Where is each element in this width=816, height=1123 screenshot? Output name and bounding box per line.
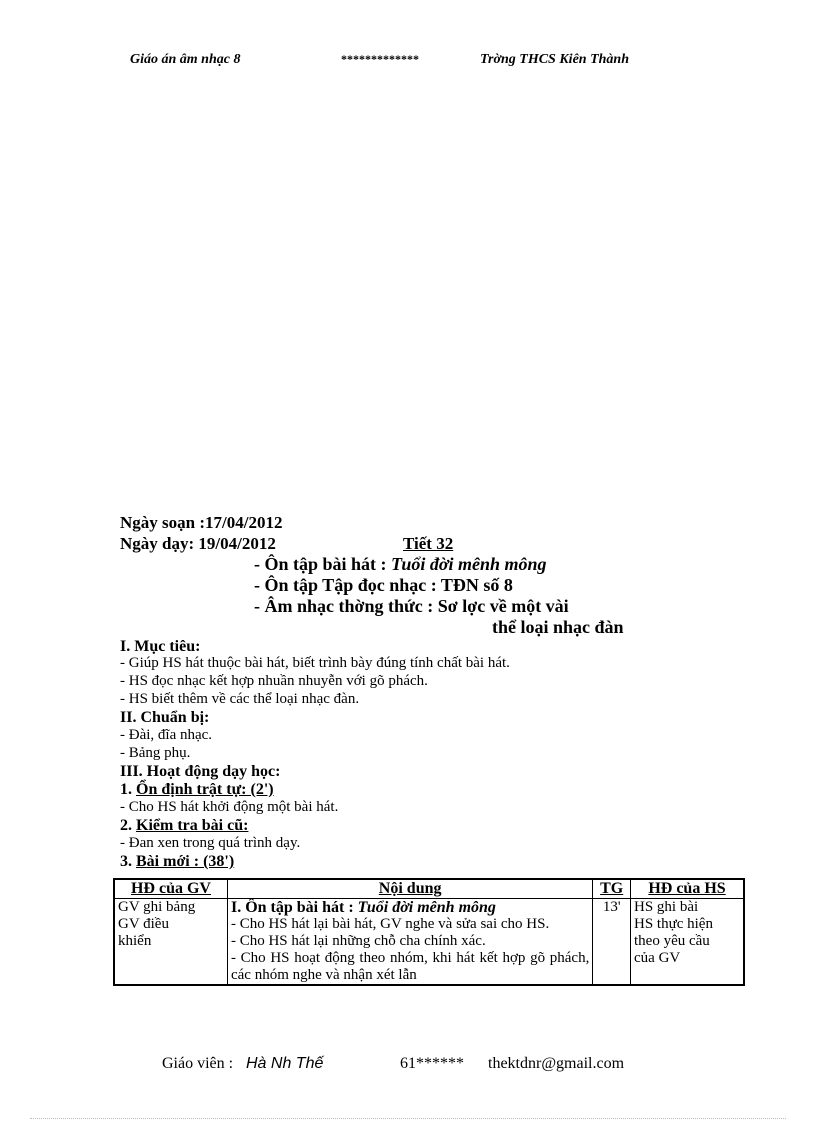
content-heading-label: I. Ôn tập bài hát : (230, 899, 358, 916)
lesson-item-3-cont: thể loại nhạc đàn (492, 617, 624, 637)
content-line: - Cho HS hát lại bài hát, GV nghe và sửa sai cho HS. (230, 916, 550, 932)
footer-phone: 61****** (400, 1055, 464, 1072)
cell-student-activity (631, 899, 745, 986)
header-student-activity: HĐ của HS (631, 879, 745, 899)
header-subject: Giáo án âm nhạc 8 (130, 52, 241, 67)
page-bottom-rule (30, 1118, 786, 1119)
period-title: Tiết 32 (403, 534, 454, 553)
table-row (114, 899, 744, 986)
header-teacher-activity: HĐ của GV (114, 879, 227, 899)
lesson-item-1-title: Tuổi đời mênh mông (391, 554, 547, 574)
teach-date: Ngày dạy: 19/04/2012 (120, 534, 276, 553)
header-school: Trờng THCS Kiên Thành (480, 52, 629, 67)
step-2-num: 2. (120, 817, 136, 834)
step-1-title (120, 781, 274, 798)
cell-teacher-activity (114, 899, 227, 986)
footer-teacher-name: Hà Nh Thế (246, 1055, 324, 1072)
gv-line: khiển (118, 933, 152, 949)
step-1-text: - Cho HS hát khởi động một bài hát. (120, 799, 339, 815)
objective-1: - Giúp HS hát thuộc bài hát, biết trình bày đúng tính chất bài hát. (120, 655, 510, 671)
step-2-text: - Đan xen trong quá trình dạy. (120, 835, 301, 851)
content-line: - Cho HS hoạt động theo nhóm, khi hát kết hợp gõ phách, các nhóm nghe và nhận xét lẫn (230, 950, 590, 983)
header-stars: ************* (341, 52, 419, 66)
table-header-row (114, 879, 744, 899)
hs-line: của GV (634, 950, 681, 966)
content-line: - Cho HS hát lại những chỗ cha chính xác. (230, 933, 486, 949)
hs-line: HS ghi bài (634, 899, 699, 915)
lesson-item-2: - Ôn tập Tập đọc nhạc : TĐN số 8 (254, 575, 513, 595)
gv-line: GV điều (118, 916, 169, 932)
lesson-item-1 (254, 554, 547, 575)
objective-3: - HS biết thêm về các thể loại nhạc đàn. (120, 691, 360, 707)
prep-title: II. Chuẩn bị: (120, 709, 210, 726)
cell-content (227, 899, 592, 986)
step-3-label: Bài mới : (38') (136, 853, 235, 870)
lesson-item-1-prefix: - Ôn tập bài hát : (254, 554, 392, 574)
objective-2: - HS đọc nhạc kết hợp nhuần nhuyễn với gõ phách. (120, 673, 428, 689)
page-header (0, 52, 816, 74)
step-2-label: Kiểm tra bài cũ: (136, 817, 249, 834)
gv-line: GV ghi bảng (118, 899, 196, 915)
prep-2: - Bảng phụ. (120, 745, 191, 761)
step-3-num: 3. (120, 853, 136, 870)
objectives-title: I. Mục tiêu: (120, 638, 201, 655)
step-1-num: 1. (120, 781, 136, 798)
header-time: TG (593, 879, 631, 899)
prep-date: Ngày soạn :17/04/2012 (120, 513, 283, 532)
cell-time: 13' (593, 899, 631, 986)
prep-1: - Đài, đĩa nhạc. (120, 727, 213, 743)
footer-email: thektdnr@gmail.com (488, 1055, 625, 1072)
step-2-title (120, 817, 248, 834)
lesson-plan-table (113, 878, 745, 986)
footer-teacher-label: Giáo viên : (162, 1055, 234, 1072)
hs-line: theo yêu cầu (634, 933, 710, 949)
step-1-label: Ổn định trật tự: (2') (136, 781, 274, 798)
hs-line: HS thực hiện (634, 916, 713, 932)
lesson-item-3: - Âm nhạc thờng thức : Sơ lợc về một vài (254, 596, 569, 616)
content-heading-title: Tuổi đời mênh mông (357, 899, 496, 916)
content-heading (231, 899, 589, 916)
step-3-title (120, 853, 234, 870)
activities-title: III. Hoạt động dạy học: (120, 763, 281, 780)
header-content: Nội dung (227, 879, 592, 899)
